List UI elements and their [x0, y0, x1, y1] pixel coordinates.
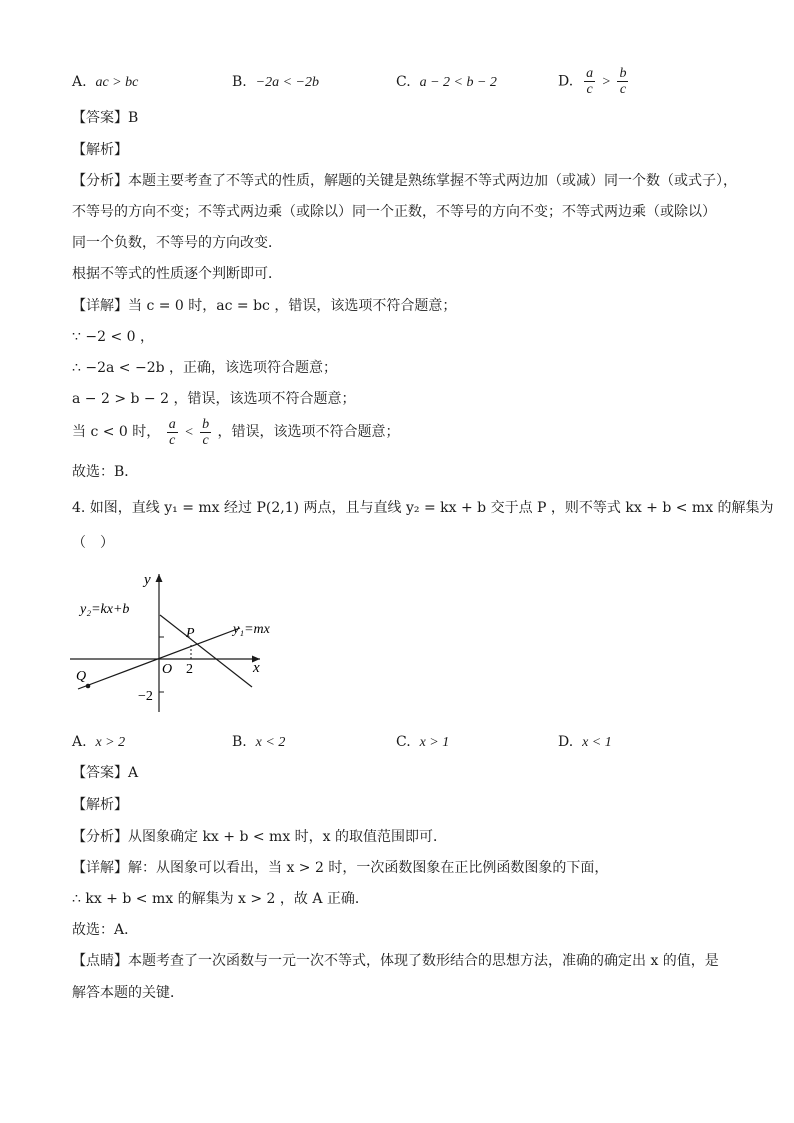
line1-label: y₁=mx: [233, 622, 270, 637]
q3-option-c: [396, 72, 497, 93]
q3-xiangjie-5-frac-a: $\frac{a}{c}$: [168, 416, 176, 448]
q4-option-a-label: A.: [72, 734, 87, 750]
q3-fenxi-1: 【分析】本题主要考查了不等式的性质，解题的关键是熟练掌握不等式两边加（或减）同一个数（或式子），: [72, 173, 737, 189]
q4-answer: 【答案】A: [72, 765, 139, 781]
q4-option-d: [558, 732, 612, 753]
q3-fenxi-3: 同一个负数，不等号的方向改变．: [72, 235, 282, 251]
q4-option-b-label: B.: [232, 734, 247, 750]
q3-fenxi-2: 不等号的方向不变；不等式两边乘（或除以）同一个正数，不等号的方向不变；不等式两边乘（或除以）: [72, 204, 716, 220]
point-q-dot: [86, 684, 91, 689]
q4-xiangjie-2: ∴ kx + b < mx 的解集为 x > 2 ，故 A 正确．: [72, 891, 369, 907]
q4-analysis-heading: 【解析】: [72, 797, 128, 813]
q3-option-c-text: a − 2 < b − 2: [419, 75, 497, 90]
origin-label: O: [162, 662, 173, 677]
q4-choice: 故选：A．: [72, 922, 139, 938]
q3-xiangjie-5-post: ，错误，该选项不符合题意；: [217, 424, 400, 440]
q4-option-d-label: D.: [558, 734, 574, 750]
q3-xiangjie-5-frac-b: $\frac{b}{c}$: [202, 416, 210, 448]
q4-option-c: [396, 732, 449, 753]
q4-option-b: [232, 732, 285, 753]
tick-2-label: 2: [186, 662, 193, 677]
q3-xiangjie-1: 【详解】当 c = 0 时，ac = bc ，错误，该选项不符合题意；: [72, 298, 457, 314]
q4-option-a: [72, 732, 125, 753]
q4-option-d-text: x < 1: [582, 735, 612, 750]
y-axis-arrow-icon: [156, 574, 163, 582]
y-axis-label: y: [144, 572, 151, 588]
tick-neg2-label: −2: [138, 689, 153, 704]
q4-fenxi: 【分析】从图象确定 kx + b < mx 时，x 的取值范围即可．: [72, 829, 448, 845]
q3-option-a: [72, 72, 138, 93]
q3-option-d-frac-a: $\frac{a}{c}$: [586, 66, 594, 97]
q3-option-b-label: B.: [232, 74, 247, 90]
q3-fenxi-4: 根据不等式的性质逐个判断即可．: [72, 266, 282, 282]
q4-option-b-text: x < 2: [255, 735, 286, 750]
q4-option-c-label: C.: [396, 734, 411, 750]
q3-choice: 故选：B．: [72, 464, 139, 480]
q3-xiangjie-2: ∵ −2 < 0 ，: [72, 329, 154, 345]
q3-option-d-label: D.: [558, 73, 574, 90]
q3-answer: 【答案】B: [72, 110, 139, 126]
q3-xiangjie-4: a − 2 > b − 2 ，错误，该选项不符合题意；: [72, 391, 356, 407]
q3-xiangjie-5-lt: <: [184, 425, 194, 440]
q4-option-c-text: x > 1: [419, 735, 450, 750]
q3-option-d-gt: >: [601, 74, 611, 90]
q3-option-d-frac-b: $\frac{b}{c}$: [619, 66, 627, 97]
q3-analysis-heading: 【解析】: [72, 142, 128, 158]
point-q-label: Q: [76, 669, 87, 684]
x-axis-label: x: [253, 660, 260, 676]
q3-option-b-text: −2a < −2b: [255, 75, 319, 90]
q3-xiangjie-5-pre: 当 c < 0 时，: [72, 424, 161, 440]
q3-xiangjie-5: [72, 416, 400, 449]
q3-option-b: [232, 72, 319, 93]
q4-dianjing-2: 解答本题的关键．: [72, 985, 184, 1001]
q4-option-a-text: x > 2: [95, 735, 126, 750]
q4-xiangjie-1: 【详解】解：从图象可以看出，当 x > 2 时，一次函数图象在正比例函数图象的下面，: [72, 860, 609, 876]
q3-option-a-label: A.: [72, 74, 87, 90]
q4-figure: [60, 562, 280, 722]
q4-stem-1: 4. 如图，直线 y₁ = mx 经过 P(2,1) 两点，且与直线 y₂ = kx + b 交于点 P ，则不等式 kx + b < mx 的解集为: [72, 500, 774, 516]
line2-label: y₂=kx+b: [80, 602, 130, 617]
q3-xiangjie-3: ∴ −2a < −2b ，正确，该选项符合题意；: [72, 360, 338, 376]
q4-dianjing-1: 【点睛】本题考查了一次函数与一元一次不等式，体现了数形结合的思想方法，准确的确定出 x 的值，是: [72, 953, 719, 969]
q3-option-c-label: C.: [396, 74, 411, 90]
q3-option-d: [558, 66, 630, 98]
point-p-label: P: [186, 626, 195, 641]
q3-option-a-text: ac > bc: [95, 75, 139, 90]
q4-stem-2: （ ）: [72, 535, 114, 551]
